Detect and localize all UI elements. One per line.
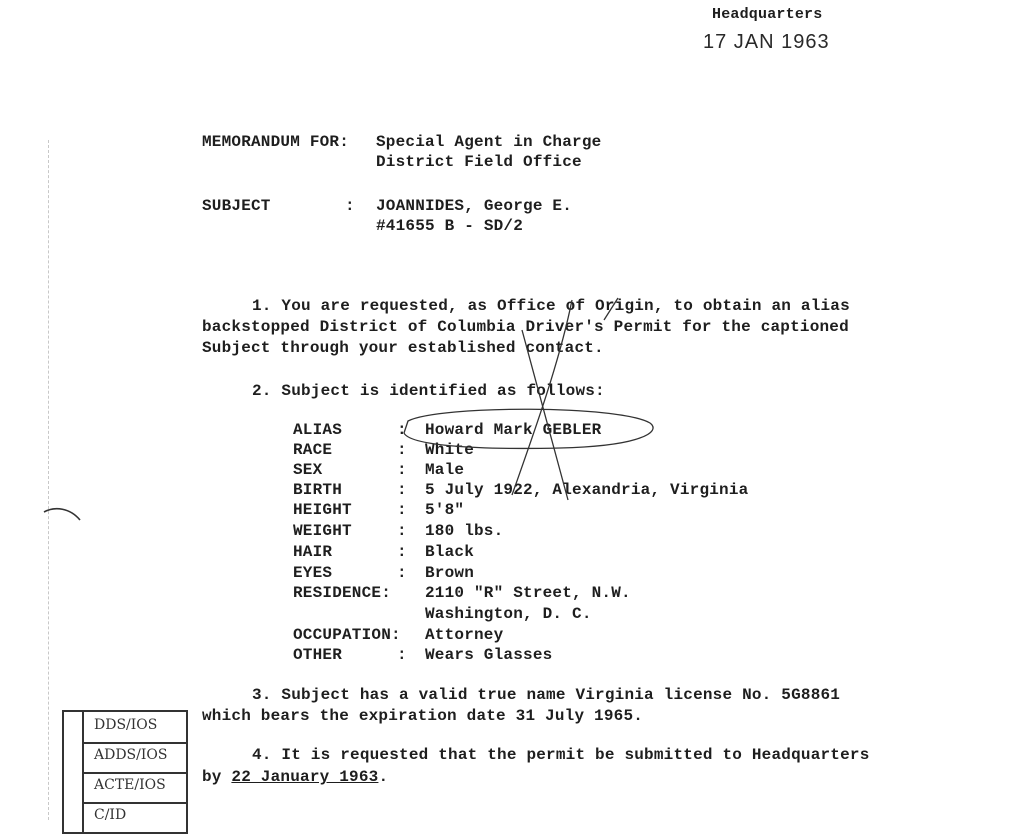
para1-line2: backstopped District of Columbia Driver's Permit for the captioned bbox=[202, 318, 849, 336]
para1-line1: 1. You are requested, as Office of Origin, to obtain an alias bbox=[252, 297, 850, 315]
field-label: RACE bbox=[293, 441, 333, 459]
field-value: Washington, D. C. bbox=[425, 605, 592, 623]
alias-circle-mark bbox=[404, 409, 653, 448]
field-sep: : bbox=[397, 481, 407, 499]
para4-line1: 4. It is requested that the permit be submitted to Headquarters bbox=[252, 746, 870, 764]
field-value: White bbox=[425, 441, 475, 459]
para4-deadline-date: 22 January 1963 bbox=[231, 768, 379, 786]
field-value: 2110 "R" Street, N.W. bbox=[425, 584, 631, 602]
field-value: 5 July 1922, Alexandria, Virginia bbox=[425, 481, 749, 499]
origin-slash-mark bbox=[604, 298, 618, 320]
field-sep: : bbox=[397, 564, 407, 582]
subject-label: SUBJECT bbox=[202, 197, 271, 215]
para3-line1: 3. Subject has a valid true name Virginia license No. 5G8861 bbox=[252, 686, 841, 704]
field-sep: : bbox=[397, 461, 407, 479]
para4-period: . bbox=[378, 768, 389, 786]
field-label: HEIGHT bbox=[293, 501, 352, 519]
field-sep: : bbox=[397, 522, 407, 540]
field-sep: : bbox=[397, 543, 407, 561]
field-value: Wears Glasses bbox=[425, 646, 553, 664]
field-label: RESIDENCE: bbox=[293, 584, 392, 602]
memo-for-line1: Special Agent in Charge bbox=[376, 133, 602, 151]
field-label: HAIR bbox=[293, 543, 333, 561]
field-value: Male bbox=[425, 461, 465, 479]
margin-hook-mark bbox=[44, 509, 80, 520]
subject-file-number: #41655 B - SD/2 bbox=[376, 217, 524, 235]
field-value: 180 lbs. bbox=[425, 522, 504, 540]
field-label: ALIAS bbox=[293, 421, 343, 439]
field-label: WEIGHT bbox=[293, 522, 352, 540]
date-stamp: 17 JAN 1963 bbox=[703, 31, 830, 53]
para4-by: by bbox=[202, 768, 232, 786]
field-sep: : bbox=[397, 646, 407, 664]
cross-stroke-up bbox=[512, 300, 572, 495]
routing-entry: ADDS/IOS bbox=[94, 747, 168, 763]
field-label: OCCUPATION: bbox=[293, 626, 401, 644]
routing-box bbox=[62, 710, 188, 834]
para2-intro: 2. Subject is identified as follows: bbox=[252, 382, 605, 400]
field-label: OTHER bbox=[293, 646, 343, 664]
routing-row bbox=[84, 802, 186, 832]
field-value: Attorney bbox=[425, 626, 504, 644]
routing-row bbox=[84, 772, 186, 804]
cross-stroke-down bbox=[522, 330, 568, 500]
routing-entry: DDS/IOS bbox=[94, 717, 158, 733]
para1-line3: Subject through your established contact. bbox=[202, 339, 604, 357]
routing-entry: C/ID bbox=[94, 807, 127, 823]
memo-for-line2: District Field Office bbox=[376, 153, 582, 171]
routing-row bbox=[84, 742, 186, 774]
routing-row bbox=[84, 712, 186, 744]
memo-for-label: MEMORANDUM FOR: bbox=[202, 133, 350, 151]
field-label: EYES bbox=[293, 564, 333, 582]
header-office: Headquarters bbox=[712, 6, 823, 23]
field-value: 5'8" bbox=[425, 501, 465, 519]
field-label: BIRTH bbox=[293, 481, 343, 499]
field-value: Brown bbox=[425, 564, 475, 582]
routing-entry: ACTE/IOS bbox=[94, 777, 166, 793]
field-label: SEX bbox=[293, 461, 323, 479]
field-value: Howard Mark GEBLER bbox=[425, 421, 602, 439]
field-value: Black bbox=[425, 543, 475, 561]
para3-line2: which bears the expiration date 31 July 1965. bbox=[202, 707, 644, 725]
field-sep: : bbox=[397, 421, 407, 439]
field-sep: : bbox=[397, 441, 407, 459]
field-sep: : bbox=[397, 501, 407, 519]
subject-sep: : bbox=[345, 197, 355, 215]
subject-name: JOANNIDES, George E. bbox=[376, 197, 573, 215]
